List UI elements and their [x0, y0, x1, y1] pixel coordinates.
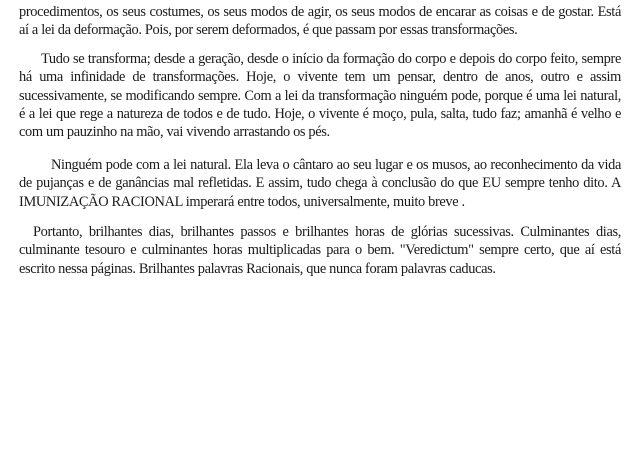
document-page [19, 0, 621, 278]
paragraph-4: Portanto, brilhantes dias, brilhantes passos e brilhantes horas de glórias sucessivas. Culminantes dias, culminante tesouro e culminantes horas multiplicadas para o bem. "Veredictum" sempre certo, que aí está escrito nessa páginas. Brilhantes palavras Racionais, que nunca foram palavras caducas. [19, 224, 621, 277]
paragraph-1: procedimentos, os seus costumes, os seus modos de agir, os seus modos de encarar as coisas e de gostar. Está aí a lei da deformação. Pois, por serem deformados, é que passam por essas transformações. [19, 4, 621, 39]
paragraph-2: Tudo se transforma; desde a geração, desde o início da formação do corpo e depois do corpo feito, sempre há uma infinidade de transformações. Hoje, o vivente tem um pensar, dentro de anos, outro e assim sucessivamente, se modificando sempre. Com a lei da transformação ninguém pode, porque é uma lei natural, é a lei que rege a natureza de todos e de tudo. Hoje, o vivente é moço, pula, salta, tudo faz; amanhã é velho e com um pauzinho na mão, vai vivendo arrastando os pés. [19, 50, 621, 141]
paragraph-3: Ninguém pode com a lei natural. Ela leva o cântaro ao seu lugar e os musos, ao reconhecimento da vida de pujanças e de ganâncias mal refletidas. E assim, tudo chega à conclusão do que EU sempre tenho dito. A IMUNIZAÇÃO RACIONAL imperará entre todos, universalmente, muito breve . [19, 156, 621, 210]
